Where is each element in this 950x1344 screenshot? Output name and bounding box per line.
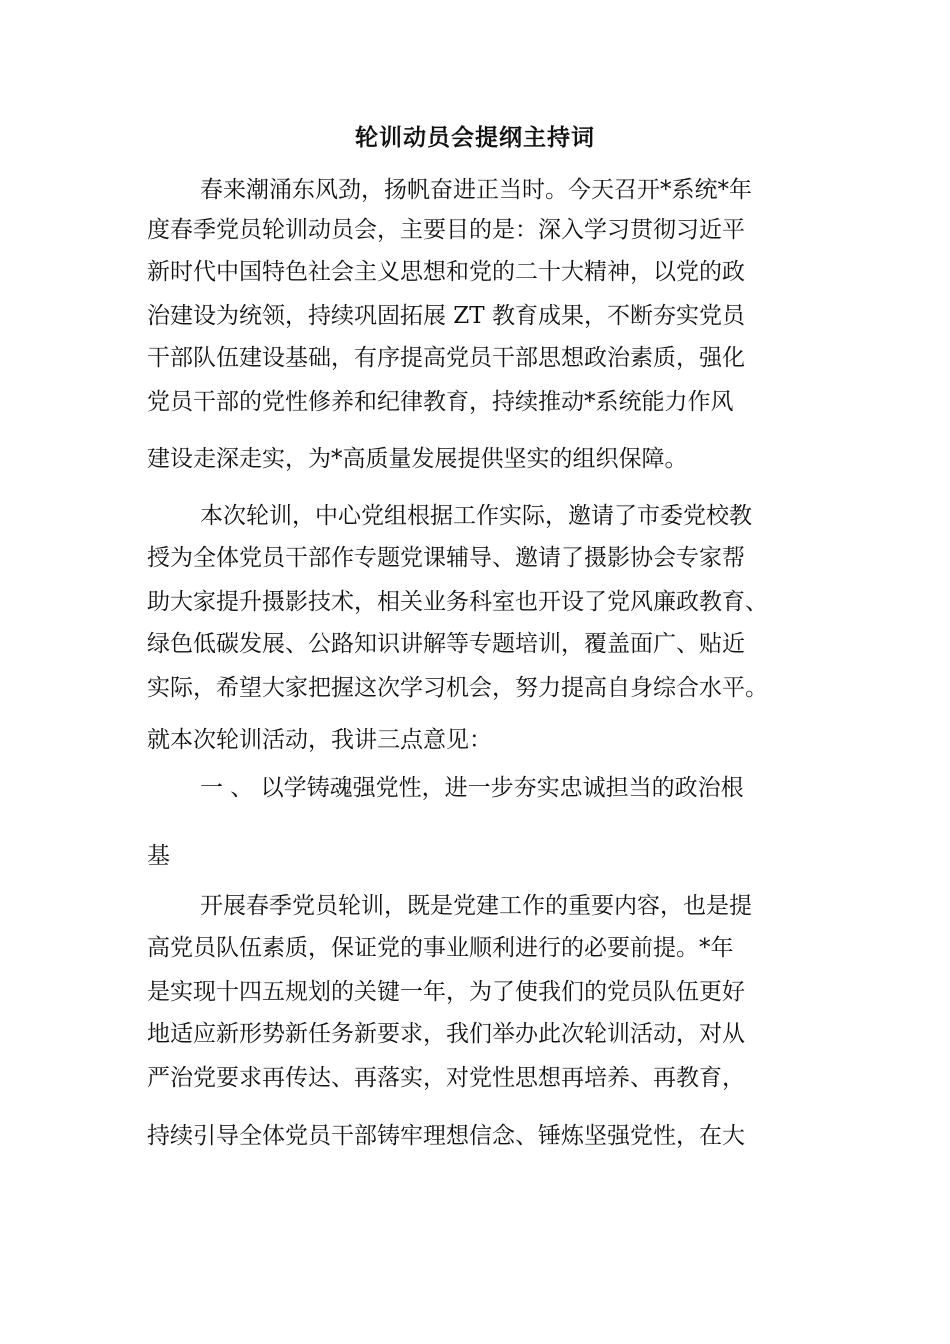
paragraph-line: 治建设为统领，持续巩固拓展 ZT 教育成果，不断夯实党员 bbox=[147, 303, 745, 329]
paragraph-line: 地适应新形势新任务新要求，我们举办此次轮训活动，对从 bbox=[147, 1021, 745, 1047]
paragraph-line: 开展春季党员轮训，既是党建工作的重要内容，也是提 bbox=[200, 893, 752, 919]
paragraph-line: 助大家提升摄影技术，相关业务科室也开设了党风廉政教育、 bbox=[147, 589, 768, 615]
paragraph-line: 建设走深走实，为*高质量发展提供坚实的组织保障。 bbox=[147, 446, 688, 472]
paragraph-line: 干部队伍建设基础，有序提高党员干部思想政治素质，强化 bbox=[147, 345, 745, 371]
document-title: 轮训动员会提纲主持词 bbox=[355, 124, 595, 151]
paragraph-line: 实际，希望大家把握这次学习机会，努力提高自身综合水平。 bbox=[147, 675, 768, 701]
paragraph-line: 持续引导全体党员干部铸牢理想信念、锤炼坚强党性，在大 bbox=[147, 1123, 745, 1149]
paragraph-line: 高党员队伍素质，保证党的事业顺利进行的必要前提。*年 bbox=[147, 935, 734, 961]
section-heading-line: 基 bbox=[147, 843, 170, 869]
paragraph-line: 授为全体党员干部作专题党课辅导、邀请了摄影协会专家帮 bbox=[147, 545, 745, 571]
paragraph-line: 是实现十四五规划的关键一年，为了使我们的党员队伍更好 bbox=[147, 979, 745, 1005]
paragraph-line: 绿色低碳发展、公路知识讲解等专题培训，覆盖面广、贴近 bbox=[147, 631, 745, 657]
paragraph-line: 党员干部的党性修养和纪律教育，持续推动*系统能力作风 bbox=[147, 389, 734, 415]
paragraph-line: 春来潮涌东风劲，扬帆奋进正当时。今天召开*系统*年 bbox=[200, 177, 752, 203]
paragraph-line: 严治党要求再传达、再落实，对党性思想再培养、再教育， bbox=[147, 1065, 745, 1091]
paragraph-line: 新时代中国特色社会主义思想和党的二十大精神，以党的政 bbox=[147, 259, 745, 285]
section-heading-line: 一 、 以学铸魂强党性，进一步夯实忠诚担当的政治根 bbox=[200, 775, 744, 801]
paragraph-line: 本次轮训，中心党组根据工作实际，邀请了市委党校教 bbox=[200, 503, 752, 529]
paragraph-line: 就本次轮训活动，我讲三点意见： bbox=[147, 727, 492, 753]
paragraph-line: 度春季党员轮训动员会，主要目的是：深入学习贯彻习近平 bbox=[147, 217, 745, 243]
